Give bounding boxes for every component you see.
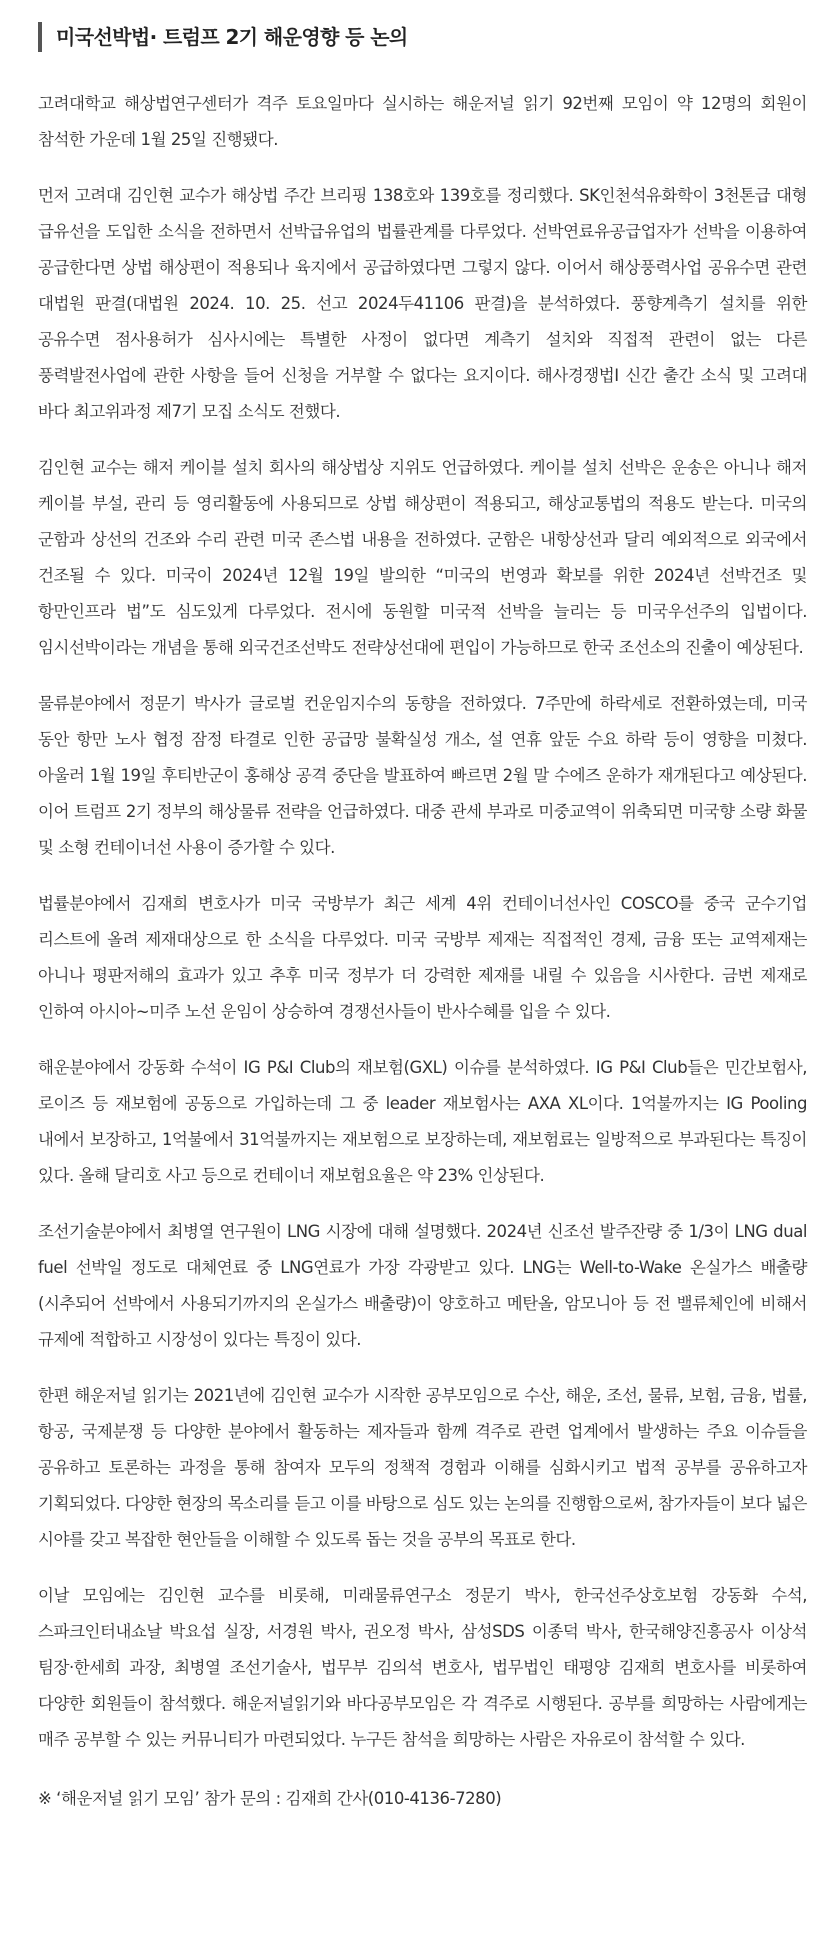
paragraph-attendees: 이날 모임에는 김인현 교수를 비롯해, 미래물류연구소 정문기 박사, 한국선주상호보험 강동화 수석, 스파크인터내쇼날 박요섭 실장, 서경원 박사, 권오정 박사, 삼성SDS 이종덕 박사, 한국해양진흥공사 이상석 팀장·한세희 과장, 최병열 조선기술사, 법무부 김의석 변호사, 법무법인 태평양 김재희 변호사를 비롯하여 다양한 회원들이 참석했다. 해운저널읽기와 바다공부모임은 각 격주로 시행된다. 공부를 희망하는 사람에게는 매주 공부할 수 있는 커뮤니티가 마련되었다. 누구든 참석을 희망하는 사람은 자유로이 참석할 수 있다. [38,1586,807,1749]
contact-footnote: ※ ‘해운저널 읽기 모임’ 참가 문의 : 김재희 간사(010-4136-7280) [38,1789,502,1808]
paragraph-shipbuilding: 조선기술분야에서 최병열 연구원이 LNG 시장에 대해 설명했다. 2024년 신조선 발주잔량 중 1/3이 LNG dual fuel 선박일 정도로 대체연료 중 LNG연료가 가장 각광받고 있다. LNG는 Well-to-Wake 온실가스 배출량(시추되어 선박에서 사용되기까지의 온실가스 배출량)이 양호하고 메탄올, 암모니아 등 전 밸류체인에 비해서 규제에 적합하고 시장성이 있다는 특징이 있다. [38,1222,807,1349]
paragraph-legal: 법률분야에서 김재희 변호사가 미국 국방부가 최근 세계 4위 컨테이너선사인 COSCO를 중국 군수기업 리스트에 올려 제재대상으로 한 소식을 다루었다. 미국 국방부 제재는 직접적인 경제, 금융 또는 교역제재는 아니나 평판저해의 효과가 있고 추후 미국 정부가 더 강력한 제재를 내릴 수 있음을 시사한다. 금번 제재로 인하여 아시아~미주 노선 운임이 상승하여 경쟁선사들이 반사수혜를 입을 수 있다. [38,894,807,1021]
paragraph-intro: 고려대학교 해상법연구센터가 격주 토요일마다 실시하는 해운저널 읽기 92번째 모임이 약 12명의 회원이 참석한 가운데 1월 25일 진행됐다. [38,94,807,149]
paragraph-logistics: 물류분야에서 정문기 박사가 글로벌 컨운임지수의 동향을 전하였다. 7주만에 하락세로 전환하였는데, 미국 동안 항만 노사 협정 잠정 타결로 인한 공급망 불확실성 개소, 설 연휴 앞둔 수요 하락 등이 영향을 미쳤다. 아울러 1월 19일 후티반군이 홍해상 공격 중단을 발표하여 빠르면 2월 말 수에즈 운하가 재개된다고 예상된다. 이어 트럼프 2기 정부의 해상물류 전략을 언급하였다. 대중 관세 부과로 미중교역이 위축되면 미국향 소량 화물 및 소형 컨테이너선 사용이 증가할 수 있다. [38,694,807,857]
paragraph-about-group: 한편 해운저널 읽기는 2021년에 김인현 교수가 시작한 공부모임으로 수산, 해운, 조선, 물류, 보험, 금융, 법률, 항공, 국제분쟁 등 다양한 분야에서 활동하는 제자들과 함께 격주로 관련 업계에서 발생하는 주요 이슈들을 공유하고 토론하는 과정을 통해 참여자 모두의 정책적 경험과 이해를 심화시키고 법적 공부를 공유하고자 기획되었다. 다양한 현장의 목소리를 듣고 이를 바탕으로 심도 있는 논의를 진행함으로써, 참가자들이 보다 넓은 시야를 갖고 복잡한 현안들을 이해할 수 있도록 돕는 것을 공부의 목표로 한다. [38,1386,807,1549]
article-subheading: 미국선박법· 트럼프 2기 해운영향 등 논의 [38,22,807,52]
paragraph-shipping: 해운분야에서 강동화 수석이 IG P&I Club의 재보험(GXL) 이슈를 분석하였다. IG P&I Club들은 민간보험사, 로이즈 등 재보험에 공동으로 가입하는데 그 중 leader 재보험사는 AXA XL이다. 1억불까지는 IG Pooling 내에서 보장하고, 1억불에서 31억불까지는 재보험으로 보장하는데, 재보험료는 일방적으로 부과된다는 특징이 있다. 올해 달리호 사고 등으로 컨테이너 재보험요율은 약 23% 인상된다. [38,1058,807,1185]
paragraph-jones-act: 김인현 교수는 해저 케이블 설치 회사의 해상법상 지위도 언급하였다. 케이블 설치 선박은 운송은 아니나 해저 케이블 부설, 관리 등 영리활동에 사용되므로 상법 해상편이 적용되고, 해상교통법의 적용도 받는다. 미국의 군함과 상선의 건조와 수리 관련 미국 존스법 내용을 전하였다. 군함은 내항상선과 달리 예외적으로 외국에서 건조될 수 있다. 미국이 2024년 12월 19일 발의한 “미국의 번영과 확보를 위한 2024년 선박건조 및 항만인프라 법”도 심도있게 다루었다. 전시에 동원할 미국적 선박을 늘리는 등 미국우선주의 입법이다. 임시선박이라는 개념을 통해 외국건조선박도 전략상선대에 편입이 가능하므로 한국 조선소의 진출이 예상된다. [38,458,807,657]
paragraph-law-briefing: 먼저 고려대 김인현 교수가 해상법 주간 브리핑 138호와 139호를 정리했다. SK인천석유화학이 3천톤급 대형 급유선을 도입한 소식을 전하면서 선박급유업의 법률관계를 다루었다. 선박연료유공급업자가 선박을 이용하여 공급한다면 상법 해상편이 적용되나 육지에서 공급하였다면 그렇지 않다. 이어서 해상풍력사업 공유수면 관련 대법원 판결(대법원 2024. 10. 25. 선고 2024두41106 판결)을 분석하였다. 풍향계측기 설치를 위한 공유수면 점사용허가 심사시에는 특별한 사정이 없다면 계측기 설치와 직접적 관련이 없는 다른 풍력발전사업에 관한 사항을 들어 신청을 거부할 수 없다는 요지이다. 해사경쟁법I 신간 출간 소식 및 고려대 바다 최고위과정 제7기 모집 소식도 전했다. [38,186,807,421]
